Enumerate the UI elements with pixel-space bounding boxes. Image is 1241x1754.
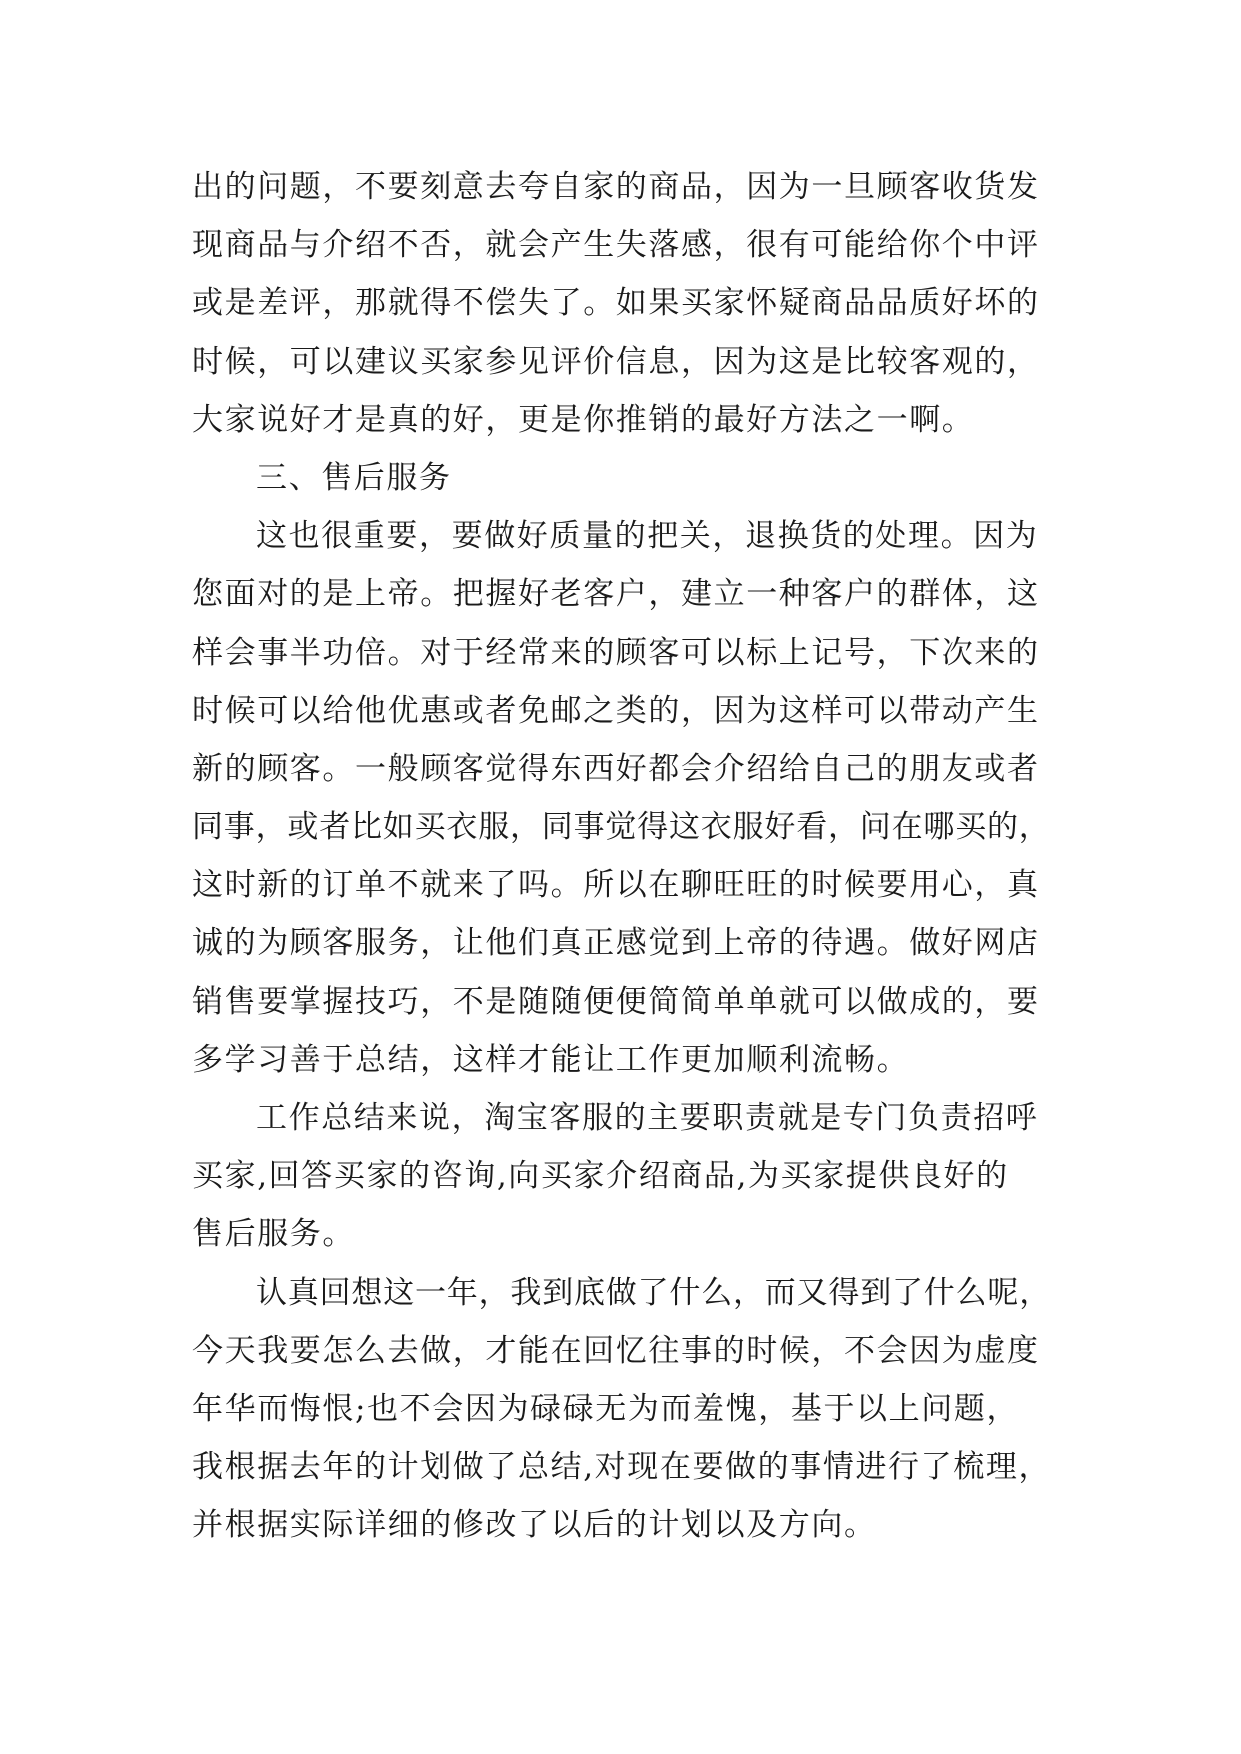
text-line: 销售要掌握技巧，不是随随便便简简单单就可以做成的，要: [192, 983, 1040, 1020]
text-line: 这也很重要，要做好质量的把关，退换货的处理。因为: [256, 518, 1039, 555]
text-line: 买家,回答买家的咨询,向买家介绍商品,为买家提供良好的: [192, 1158, 1009, 1195]
text-line: 样会事半功倍。对于经常来的顾客可以标上记号，下次来的: [192, 634, 1040, 671]
text-line: 并根据实际详细的修改了以后的计划以及方向。: [192, 1507, 877, 1544]
text-line: 工作总结来说，淘宝客服的主要职责就是专门负责招呼: [256, 1100, 1039, 1136]
text-line: 时候可以给他优惠或者免邮之类的，因为这样可以带动产生: [192, 692, 1040, 729]
document-body: [192, 158, 1052, 1555]
text-line: 售后服务。: [192, 1216, 355, 1253]
text-line: 或是差评，那就得不偿失了。如果买家怀疑商品品质好坏的: [192, 285, 1040, 322]
text-line: 今天我要怎么去做，才能在回忆往事的时候，不会因为虚度: [192, 1332, 1040, 1369]
text-line: 认真回想这一年，我到底做了什么，而又得到了什么呢，: [256, 1274, 1051, 1311]
text-line: 三、售后服务: [256, 459, 452, 496]
text-line: 时候，可以建议买家参见评价信息，因为这是比较客观的，: [192, 343, 1040, 380]
text-line: 年华而悔恨;也不会因为碌碌无为而羞愧，基于以上问题，: [192, 1390, 1020, 1427]
text-line: 您面对的是上帝。把握好老客户，建立一种客户的群体，这: [192, 576, 1040, 613]
text-line: 这时新的订单不就来了吗。所以在聊旺旺的时候要用心，真: [192, 867, 1040, 904]
text-line: 出的问题，不要刻意去夸自家的商品，因为一旦顾客收货发: [192, 169, 1040, 205]
text-line: 多学习善于总结，这样才能让工作更加顺利流畅。: [192, 1041, 910, 1078]
text-line: 新的顾客。一般顾客觉得东西好都会介绍给自己的朋友或者: [192, 750, 1040, 787]
text-line: 同事，或者比如买衣服，同事觉得这衣服好看，问在哪买的，: [192, 809, 1051, 846]
text-line: 大家说好才是真的好，更是你推销的最好方法之一啊。: [192, 401, 975, 438]
text-line: 诚的为顾客服务，让他们真正感觉到上帝的待遇。做好网店: [192, 925, 1040, 962]
text-line: 我根据去年的计划做了总结,对现在要做的事情进行了梳理，: [192, 1449, 1052, 1486]
text-line: 现商品与介绍不否，就会产生失落感，很有可能给你个中评: [192, 227, 1040, 264]
